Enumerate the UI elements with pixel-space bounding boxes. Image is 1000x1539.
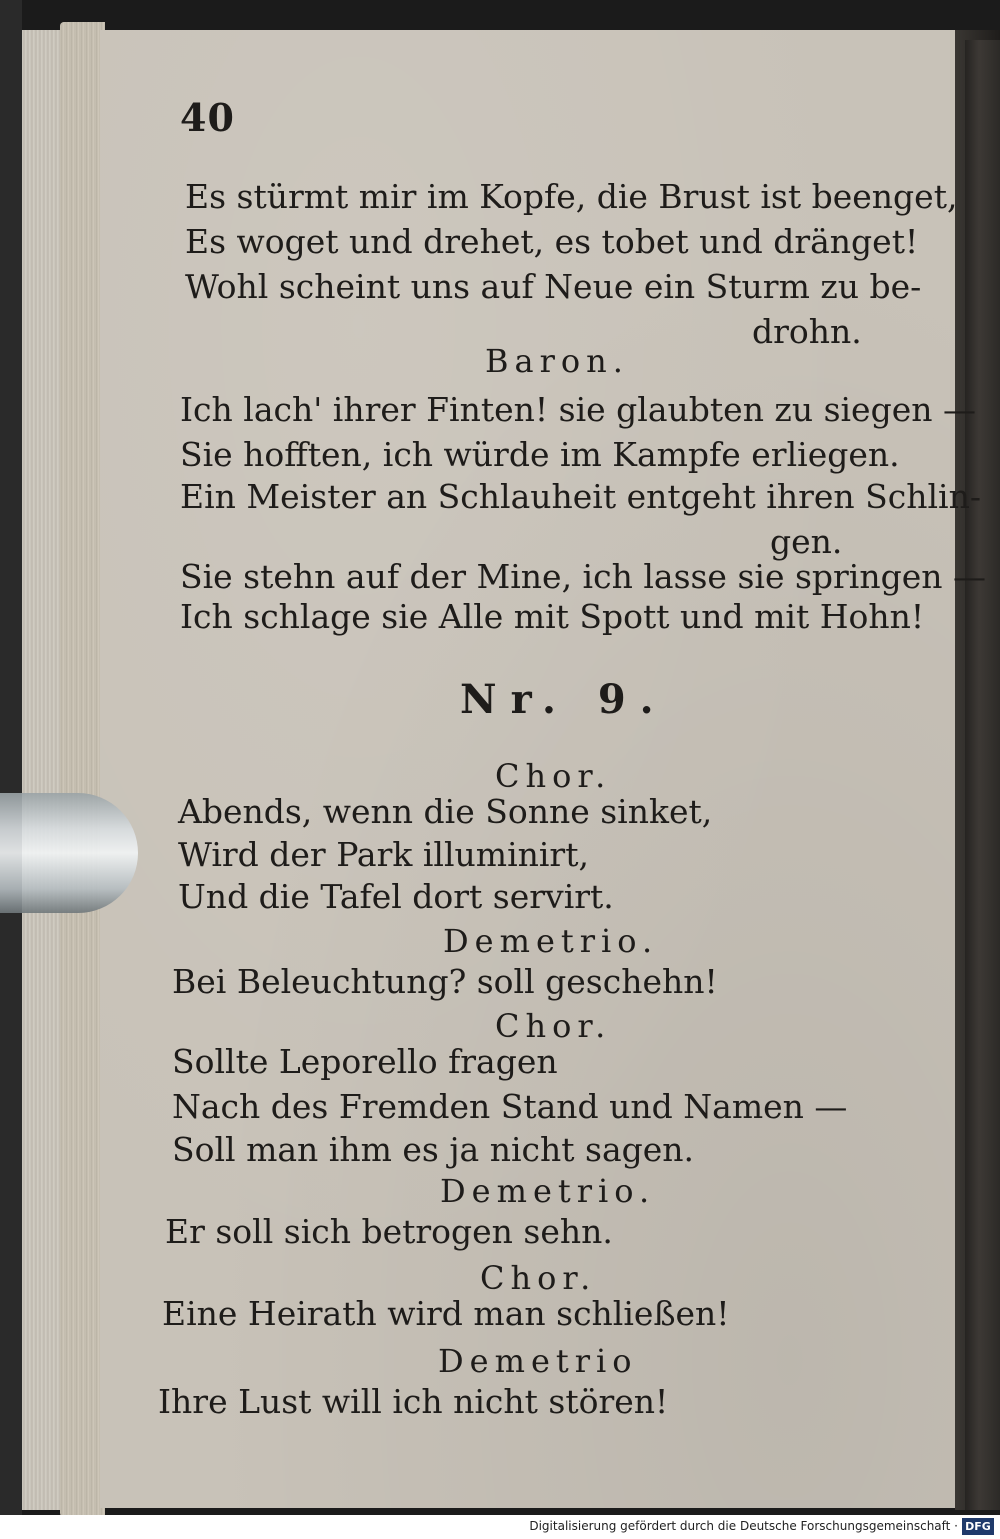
- footer-bar: [0, 1515, 1000, 1539]
- verse-line: Sie hofften, ich würde im Kampfe erliegen.: [180, 435, 900, 474]
- verse-line: Eine Heirath wird man schließen!: [162, 1294, 730, 1333]
- speaker-name: Demetrio.: [443, 922, 659, 960]
- verse-line: Sie stehn auf der Mine, ich lasse sie springen —: [180, 557, 987, 596]
- speaker-name: Chor.: [480, 1259, 597, 1297]
- verse-line: Wohl scheint uns auf Neue ein Sturm zu be-: [185, 267, 922, 306]
- speaker-name: Demetrio.: [440, 1172, 656, 1210]
- verse-line: Ihre Lust will ich nicht stören!: [158, 1382, 669, 1421]
- verse-line: Ich schlage sie Alle mit Spott und mit Hohn!: [180, 597, 925, 636]
- verse-line: Sollte Leporello fragen: [172, 1042, 558, 1081]
- verse-line: Wird der Park illuminirt,: [178, 835, 589, 874]
- funding-notice: Digitalisierung gefördert durch die Deutsche Forschungsgemeinschaft ·: [529, 1519, 958, 1533]
- verse-line: Er soll sich betrogen sehn.: [165, 1212, 613, 1251]
- number-heading: Nr. 9.: [460, 676, 668, 723]
- verse-line: drohn.: [752, 312, 862, 351]
- dfg-logo: DFG: [962, 1518, 994, 1535]
- speaker-name: Baron.: [485, 342, 629, 380]
- verse-line: Und die Tafel dort servirt.: [178, 877, 614, 916]
- speaker-name: Demetrio: [438, 1342, 638, 1380]
- verse-line: Soll man ihm es ja nicht sagen.: [172, 1130, 695, 1169]
- page-number: 40: [180, 95, 235, 140]
- verse-line: Es stürmt mir im Kopfe, die Brust ist beenget,: [185, 177, 958, 216]
- verse-line: Nach des Fremden Stand und Namen —: [172, 1087, 848, 1126]
- verse-line: Bei Beleuchtung? soll geschehn!: [172, 962, 718, 1001]
- verse-line: Ich lach' ihrer Finten! sie glaubten zu siegen —: [180, 390, 976, 429]
- speaker-name: Chor.: [495, 757, 612, 795]
- verse-line: Abends, wenn die Sonne sinket,: [178, 792, 713, 831]
- verse-line: Ein Meister an Schlauheit entgeht ihren Schlin-: [180, 477, 981, 516]
- verse-line: Es woget und drehet, es tobet und dränget!: [185, 222, 919, 261]
- verse-line: gen.: [770, 522, 843, 561]
- speaker-name: Chor.: [495, 1007, 612, 1045]
